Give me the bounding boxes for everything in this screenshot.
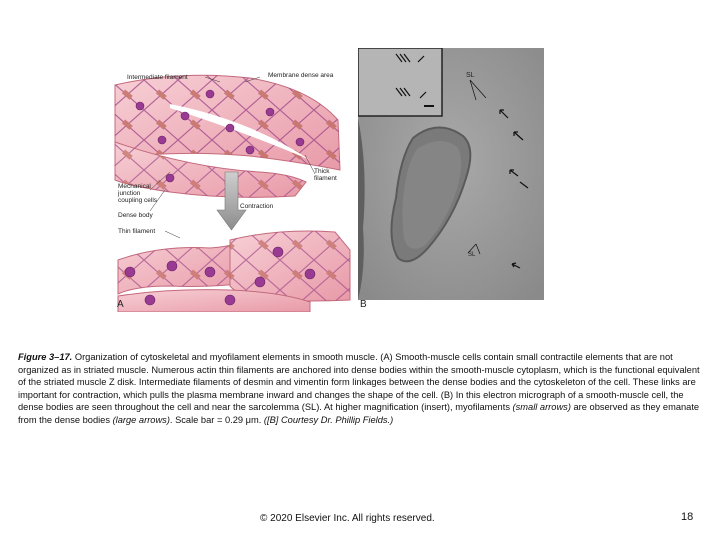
caption-text-3: . Scale bar = 0.29 μm. bbox=[169, 414, 264, 425]
leader-thin-filament bbox=[165, 231, 180, 238]
caption-text-1: Organization of cytoskeletal and myofilament elements in smooth muscle. (A) Smooth-muscle cells contain small contractile elements that are not organized as in striated muscle. Numerous actin thin filaments are anchored into dense bodies within the smooth-muscle cytoplasm, which is the functional equivalent of the striated muscle Z disk. Intermediate filaments of desmin and vimentin form linkages between the dense bodies and the cytoskeleton of the cell. These links are important for contraction, which pulls the plasma membrane inward and changes the shape of the cell. (B) In this electron micrograph of a smooth-muscle cell, the dense bodies are seen throughout the cell and near the sarcolemma (SL). At higher magnification (insert), myofilaments bbox=[18, 352, 700, 413]
label-sl-bottom: SL bbox=[468, 252, 476, 258]
figure-caption bbox=[18, 351, 704, 427]
page-number: 18 bbox=[681, 511, 694, 523]
panel-b-micrograph bbox=[358, 48, 544, 300]
label-membrane-dense-area: Membrane dense area bbox=[268, 72, 334, 79]
figure-number: Figure 3–17. bbox=[18, 352, 73, 362]
copyright-footer: © 2020 Elsevier Inc. All rights reserved. bbox=[260, 513, 435, 524]
scale-bar bbox=[424, 105, 434, 107]
label-dense-body: Dense body bbox=[118, 212, 153, 219]
label-sl-top: SL bbox=[466, 72, 475, 79]
caption-large-arrows: (large arrows) bbox=[112, 414, 170, 425]
label-mechanical-junction: Mechanical junction coupling cells bbox=[118, 183, 158, 204]
panel-b-letter: B bbox=[360, 299, 367, 310]
caption-small-arrows: (small arrows) bbox=[512, 402, 571, 413]
label-contraction: Contraction bbox=[240, 203, 274, 210]
caption-credit: ([B] Courtesy Dr. Phillip Fields.) bbox=[263, 414, 394, 425]
label-intermediate-filament: Intermediate filament bbox=[127, 74, 188, 81]
panel-a-letter: A bbox=[117, 299, 124, 310]
label-thin-filament: Thin filament bbox=[118, 228, 156, 235]
label-thick-filament: Thick filament bbox=[314, 168, 337, 182]
caption-text-2: are observed as they emanate from the dense bodies bbox=[18, 402, 700, 425]
